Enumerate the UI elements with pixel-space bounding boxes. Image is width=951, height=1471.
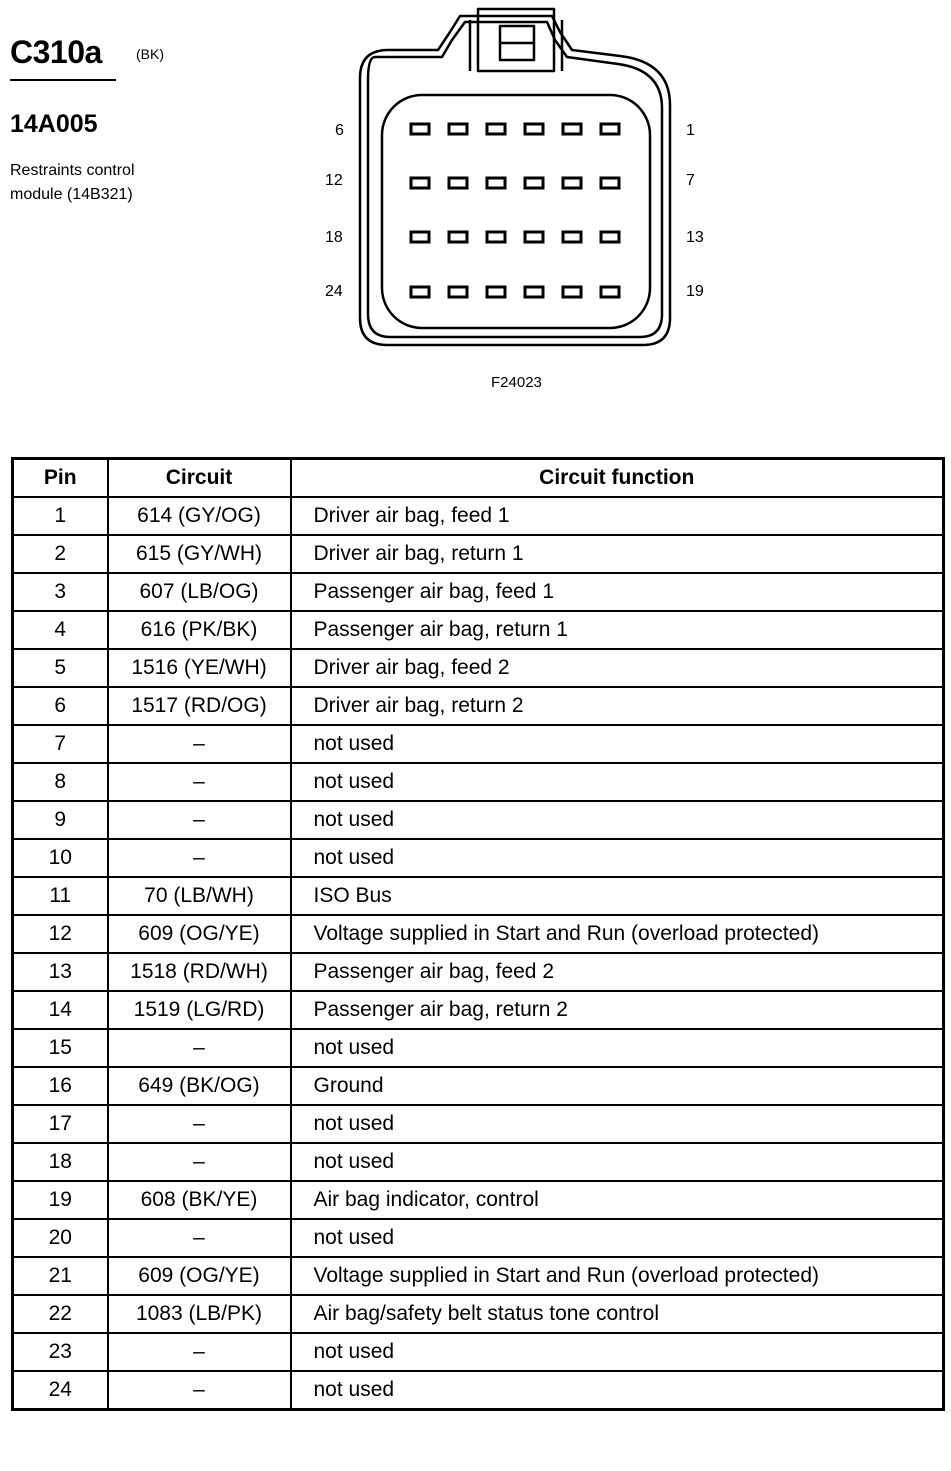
table-row	[13, 953, 944, 991]
pin-cell: 2	[13, 535, 108, 573]
figure-code: F24023	[491, 374, 542, 391]
terminal-cavity	[601, 287, 619, 297]
left-pin-label-row-3: 18	[325, 229, 343, 246]
terminal-cavity	[525, 287, 543, 297]
function-cell: not used	[291, 763, 944, 801]
function-cell: not used	[291, 725, 944, 763]
function-cell: Driver air bag, return 1	[291, 535, 944, 573]
terminal-cavity	[563, 232, 581, 242]
pin-cell: 6	[13, 687, 108, 725]
right-pin-label-row-3: 13	[686, 229, 704, 246]
pin-cell: 10	[13, 839, 108, 877]
left-pin-label-row-2: 12	[325, 172, 343, 189]
function-cell: Ground	[291, 1067, 944, 1105]
function-cell: Driver air bag, feed 1	[291, 497, 944, 535]
terminal-cavity	[601, 232, 619, 242]
table-row	[13, 1181, 944, 1219]
table-row	[13, 1371, 944, 1410]
right-pin-label-row-2: 7	[686, 172, 695, 189]
pin-cell: 4	[13, 611, 108, 649]
terminal-cavity	[525, 232, 543, 242]
table-row	[13, 839, 944, 877]
circuit-cell: 1517 (RD/OG)	[108, 687, 291, 725]
pin-field-outline	[382, 95, 650, 328]
table-row	[13, 1295, 944, 1333]
pin-cell: 1	[13, 497, 108, 535]
component-description-line-2: module (14B321)	[10, 186, 133, 203]
terminal-cavity	[563, 124, 581, 134]
circuit-cell: 649 (BK/OG)	[108, 1067, 291, 1105]
table-row	[13, 1029, 944, 1067]
table-row	[13, 877, 944, 915]
table-row	[13, 611, 944, 649]
circuit-cell: 614 (GY/OG)	[108, 497, 291, 535]
function-cell: Passenger air bag, feed 2	[291, 953, 944, 991]
table-row	[13, 535, 944, 573]
terminal-cavity	[525, 124, 543, 134]
function-cell: Air bag indicator, control	[291, 1181, 944, 1219]
function-cell: Passenger air bag, return 2	[291, 991, 944, 1029]
function-cell: ISO Bus	[291, 877, 944, 915]
connector-face-diagram	[300, 5, 740, 405]
pin-cell: 3	[13, 573, 108, 611]
function-cell: Air bag/safety belt status tone control	[291, 1295, 944, 1333]
terminal-cavity	[487, 178, 505, 188]
circuit-cell: 70 (LB/WH)	[108, 877, 291, 915]
pin-cell: 22	[13, 1295, 108, 1333]
pin-cell: 9	[13, 801, 108, 839]
circuit-cell: –	[108, 1143, 291, 1181]
terminal-cavity	[449, 178, 467, 188]
pin-cell: 15	[13, 1029, 108, 1067]
table-row	[13, 763, 944, 801]
table-row	[13, 725, 944, 763]
circuit-cell: –	[108, 725, 291, 763]
pin-cell: 18	[13, 1143, 108, 1181]
terminal-cavity	[449, 124, 467, 134]
circuit-cell: 615 (GY/WH)	[108, 535, 291, 573]
function-cell: not used	[291, 1029, 944, 1067]
left-pin-label-row-1: 6	[335, 122, 344, 139]
circuit-cell: 607 (LB/OG)	[108, 573, 291, 611]
table-header-row	[13, 459, 944, 498]
circuit-cell: –	[108, 1371, 291, 1410]
function-cell: not used	[291, 1105, 944, 1143]
terminal-cavity	[487, 232, 505, 242]
terminal-cavity	[411, 124, 429, 134]
pin-cell: 8	[13, 763, 108, 801]
pin-cell: 16	[13, 1067, 108, 1105]
function-cell: Passenger air bag, feed 1	[291, 573, 944, 611]
component-description-line-1: Restraints control	[10, 162, 135, 179]
terminal-cavity	[563, 178, 581, 188]
table-row	[13, 649, 944, 687]
circuit-cell: 609 (OG/YE)	[108, 915, 291, 953]
table-row	[13, 915, 944, 953]
table-row	[13, 1143, 944, 1181]
pin-cell: 14	[13, 991, 108, 1029]
connector-id-underline	[10, 79, 116, 81]
terminal-cavity	[487, 124, 505, 134]
terminal-cavity	[563, 287, 581, 297]
pin-cell: 17	[13, 1105, 108, 1143]
terminal-cavity	[411, 287, 429, 297]
circuit-cell: –	[108, 839, 291, 877]
circuit-cell: 608 (BK/YE)	[108, 1181, 291, 1219]
terminal-cavity	[449, 232, 467, 242]
table-row	[13, 991, 944, 1029]
circuit-cell: –	[108, 1219, 291, 1257]
terminal-cavity	[411, 232, 429, 242]
function-cell: Passenger air bag, return 1	[291, 611, 944, 649]
circuit-cell: 1516 (YE/WH)	[108, 649, 291, 687]
right-pin-label-row-1: 1	[686, 122, 695, 139]
right-pin-label-row-4: 19	[686, 283, 704, 300]
table-row	[13, 497, 944, 535]
pin-table	[11, 457, 945, 1411]
connector-id: C310a	[10, 34, 102, 70]
table-row	[13, 573, 944, 611]
terminal-cavity	[487, 287, 505, 297]
latch-tab-icon	[478, 9, 554, 71]
terminal-cavity	[449, 287, 467, 297]
function-cell: Driver air bag, feed 2	[291, 649, 944, 687]
function-cell: not used	[291, 1219, 944, 1257]
part-number: 14A005	[10, 110, 98, 138]
column-header-circuit-function: Circuit function	[291, 459, 944, 498]
function-cell: Voltage supplied in Start and Run (overload protected)	[291, 915, 944, 953]
pin-cell: 20	[13, 1219, 108, 1257]
table-row	[13, 801, 944, 839]
circuit-cell: 1518 (RD/WH)	[108, 953, 291, 991]
function-cell: Driver air bag, return 2	[291, 687, 944, 725]
circuit-cell: 1083 (LB/PK)	[108, 1295, 291, 1333]
table-row	[13, 1105, 944, 1143]
circuit-cell: –	[108, 1333, 291, 1371]
table-row	[13, 1257, 944, 1295]
function-cell: Voltage supplied in Start and Run (overload protected)	[291, 1257, 944, 1295]
column-header-circuit: Circuit	[108, 459, 291, 498]
function-cell: not used	[291, 1143, 944, 1181]
terminal-cavity	[411, 178, 429, 188]
function-cell: not used	[291, 839, 944, 877]
circuit-cell: 616 (PK/BK)	[108, 611, 291, 649]
circuit-cell: –	[108, 763, 291, 801]
pin-cell: 23	[13, 1333, 108, 1371]
terminal-cavity	[601, 178, 619, 188]
pin-cell: 19	[13, 1181, 108, 1219]
pin-cell: 5	[13, 649, 108, 687]
pin-cell: 11	[13, 877, 108, 915]
table-row	[13, 1219, 944, 1257]
pin-cell: 13	[13, 953, 108, 991]
pin-cell: 24	[13, 1371, 108, 1410]
table-row	[13, 1333, 944, 1371]
circuit-cell: –	[108, 1029, 291, 1067]
terminal-cavity	[601, 124, 619, 134]
circuit-cell: 609 (OG/YE)	[108, 1257, 291, 1295]
function-cell: not used	[291, 1333, 944, 1371]
connector-color: (BK)	[136, 46, 164, 62]
circuit-cell: –	[108, 801, 291, 839]
function-cell: not used	[291, 801, 944, 839]
circuit-cell: –	[108, 1105, 291, 1143]
function-cell: not used	[291, 1371, 944, 1410]
left-pin-label-row-4: 24	[325, 283, 343, 300]
pin-cell: 7	[13, 725, 108, 763]
pin-cell: 12	[13, 915, 108, 953]
column-header-pin: Pin	[13, 459, 108, 498]
pin-cell: 21	[13, 1257, 108, 1295]
table-row	[13, 687, 944, 725]
circuit-cell: 1519 (LG/RD)	[108, 991, 291, 1029]
table-row	[13, 1067, 944, 1105]
terminal-cavity	[525, 178, 543, 188]
